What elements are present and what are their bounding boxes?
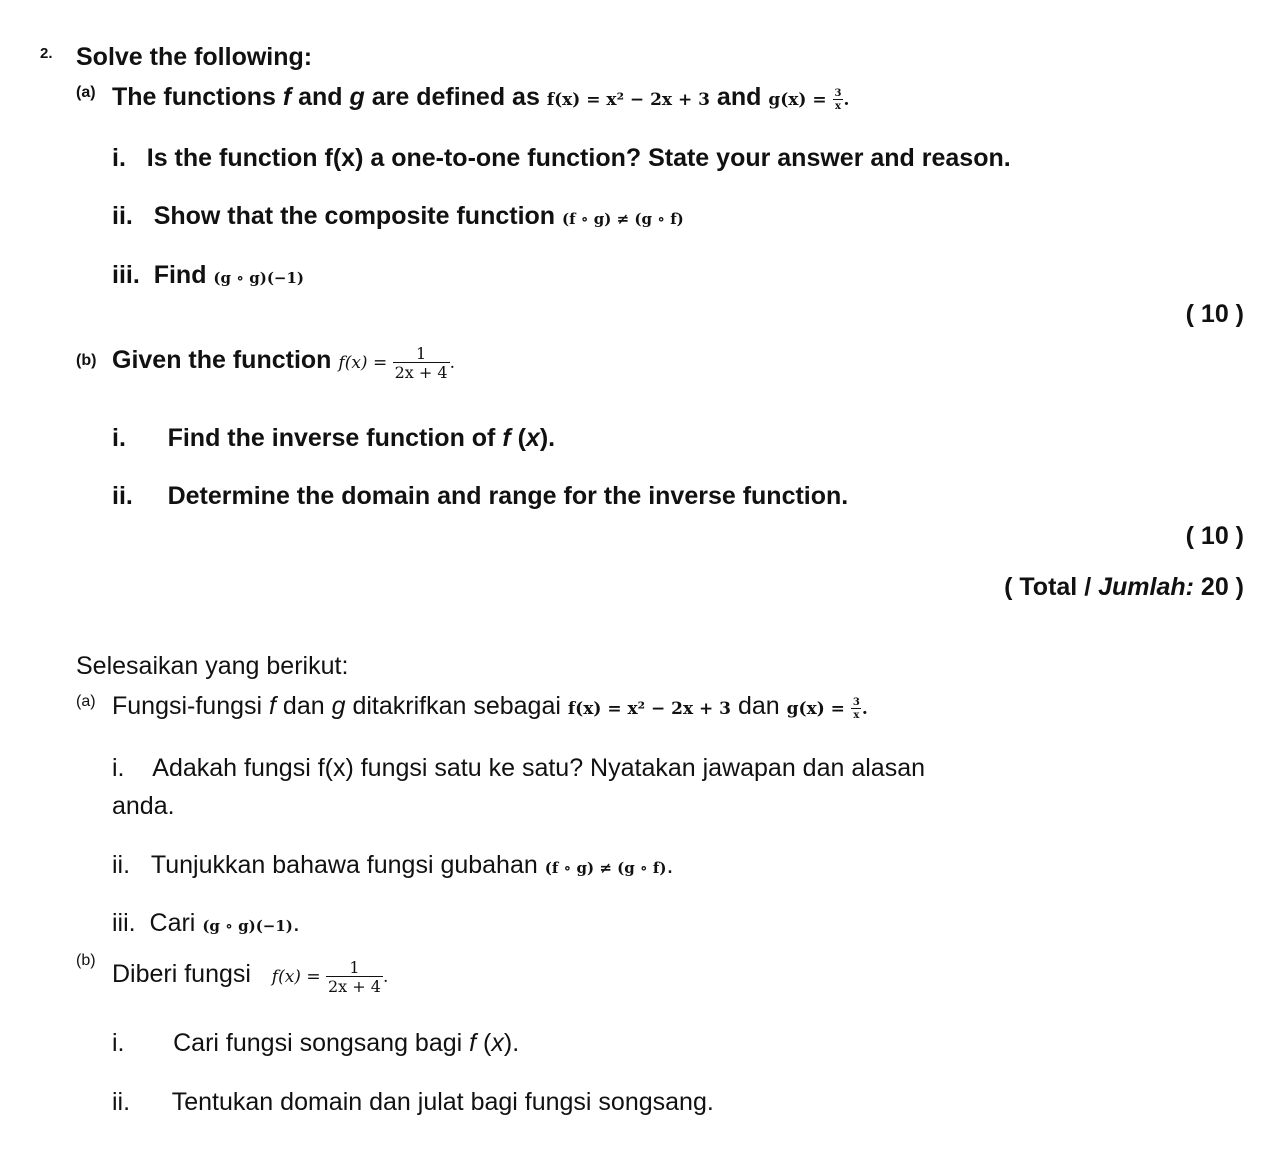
question-heading: Solve the following: <box>76 43 313 71</box>
malay-composite-expression: (f ∘ g) ≠ (g ∘ f) <box>544 859 667 877</box>
malay-part-a-item-1-cont: anda. <box>112 792 175 820</box>
f-definition: f(x) = x² − 2x + 3 <box>546 90 710 110</box>
malay-part-b-tag: (b) <box>76 952 96 969</box>
part-a-item-2: ii. Show that the composite function (f ∘ g) ≠ (g ∘ f) <box>112 202 684 230</box>
malay-gog-expression: (g ∘ g)(−1) <box>202 917 293 935</box>
f-inverse-definition: f(x) = $\frac{1}{2x + 4}$ . <box>338 344 455 382</box>
malay-part-a-intro: Fungsi-fungsi f dan g ditakrifkan sebagai f(x) = x² − 2x + 3 dan g(x) = $\frac{3}{x}$ . <box>112 692 868 721</box>
malay-g-definition: g(x) = $\frac{3}{x}$ . <box>786 697 868 721</box>
malay-f-inverse-definition: f(x) = $\frac{1}{2x + 4}$ . <box>271 958 389 996</box>
part-a-marks: ( 10 ) <box>1185 300 1244 328</box>
question-number: 2. <box>40 45 53 62</box>
malay-part-b-item-2: ii. Tentukan domain dan julat bagi fungsi songsang. <box>112 1088 714 1116</box>
part-b-tag: (b) <box>76 352 97 369</box>
total-marks: ( Total / Jumlah: 20 ) <box>1004 573 1244 601</box>
part-a-tag: (a) <box>76 84 96 101</box>
g-definition: g(x) = $\frac{3}{x}$ . <box>768 88 850 112</box>
part-b-item-2: ii. Determine the domain and range for the inverse function. <box>112 482 849 510</box>
malay-part-b-item-1: i. Cari fungsi songsang bagi f (x). <box>112 1029 520 1057</box>
part-a-intro: The functions f and g are defined as f(x) = x² − 2x + 3 and g(x) = $\frac{3}{x}$ . <box>112 83 850 112</box>
gog-expression: (g ∘ g)(−1) <box>213 269 305 287</box>
part-b-intro: Given the function f(x) = $\frac{1}{2x + 4}$ . <box>112 344 455 382</box>
malay-part-a-item-2: ii. Tunjukkan bahawa fungsi gubahan (f ∘ g) ≠ (g ∘ f). <box>112 851 674 879</box>
malay-part-a-tag: (a) <box>76 693 96 710</box>
part-b-item-1: i. Find the inverse function of f (x). <box>112 424 556 452</box>
malay-part-a-item-3: iii. Cari (g ∘ g)(−1). <box>112 909 300 937</box>
composite-expression: (f ∘ g) ≠ (g ∘ f) <box>562 210 684 228</box>
part-b-marks: ( 10 ) <box>1185 522 1244 550</box>
malay-part-b-intro: Diberi fungsi f(x) = $\frac{1}{2x + 4}$ . <box>112 958 389 996</box>
part-a-item-1: i. Is the function f(x) a one-to-one function? State your answer and reason. <box>112 144 1011 172</box>
malay-heading: Selesaikan yang berikut: <box>76 652 349 680</box>
malay-part-a-item-1: i. Adakah fungsi f(x) fungsi satu ke satu? Nyatakan jawapan dan alasan <box>112 754 926 782</box>
malay-f-definition: f(x) = x² − 2x + 3 <box>567 699 732 719</box>
part-a-item-3: iii. Find (g ∘ g)(−1) <box>112 261 305 289</box>
